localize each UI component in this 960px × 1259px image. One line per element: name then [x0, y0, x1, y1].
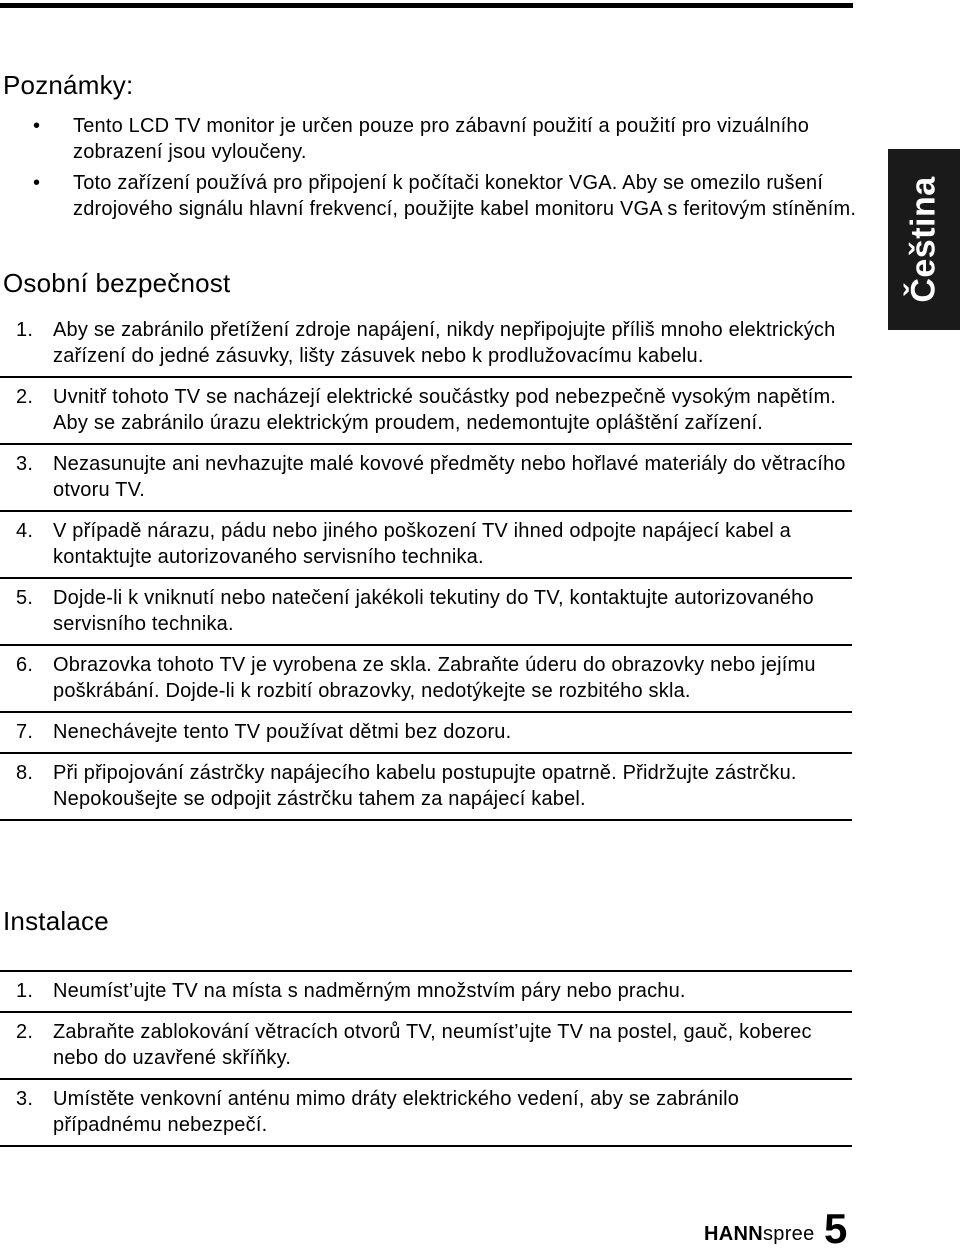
notes-list [0, 114, 860, 228]
item-number: 1. [16, 319, 34, 341]
list-item [0, 754, 852, 821]
item-text: Obrazovka tohoto TV je vyrobena ze skla. Zabraňte úderu do obrazovky nebo jejímu poškrábání. Dojde-li k rozbití obrazovky, nedotýkejte se rozbitého skla. [53, 654, 816, 702]
language-tab [888, 149, 960, 330]
item-text: Zabraňte zablokování větracích otvorů TV, neumíst’ujte TV na postel, gauč, koberec nebo do uzavřené skříňky. [53, 1021, 812, 1069]
item-number: 2. [16, 386, 34, 408]
note-text: Tento LCD TV monitor je určen pouze pro zábavní použití a použití pro vizuálního zobrazení jsou vyloučeny. [73, 115, 810, 163]
page-number: 5 [824, 1205, 848, 1252]
item-text: Nenechávejte tento TV používat dětmi bez dozoru. [53, 721, 512, 743]
item-text: Při připojování zástrčky napájecího kabelu postupujte opatrně. Přidržujte zástrčku. Nepokoušejte se odpojit zástrčku tahem za napájecí kabel. [53, 762, 797, 810]
item-text: Dojde-li k vniknutí nebo natečení jakékoli tekutiny do TV, kontaktujte autorizovaného servisního technika. [53, 587, 814, 635]
top-rule [0, 3, 853, 8]
item-number: 1. [16, 980, 34, 1002]
item-text: Neumíst’ujte TV na místa s nadměrným množstvím páry nebo prachu. [53, 980, 686, 1002]
item-number: 4. [16, 520, 34, 542]
item-number: 5. [16, 587, 34, 609]
list-item [0, 171, 860, 222]
item-number: 6. [16, 654, 34, 676]
item-text: Nezasunujte ani nevhazujte malé kovové předměty nebo hořlavé materiály do větracího otvoru TV. [53, 453, 846, 501]
item-number: 7. [16, 721, 34, 743]
brand-logo-bold: HANN [704, 1223, 763, 1245]
list-item [0, 1080, 852, 1147]
note-text: Toto zařízení používá pro připojení k počítači konektor VGA. Aby se omezilo rušení zdrojového signálu hlavní frekvencí, použijte kabel monitoru VGA s feritovým stíněním. [73, 172, 857, 220]
list-item [0, 646, 852, 713]
safety-list [0, 311, 852, 821]
list-item [0, 378, 852, 445]
safety-heading: Osobní bezpečnost [3, 268, 231, 298]
list-item [0, 311, 852, 378]
item-text: V případě nárazu, pádu nebo jiného poškození TV ihned odpojte napájecí kabel a kontaktujte autorizovaného servisního technika. [53, 520, 791, 568]
list-item [0, 445, 852, 512]
bullet-icon: • [33, 115, 41, 137]
list-item [0, 1013, 852, 1080]
list-item [0, 713, 852, 754]
bullet-icon: • [33, 172, 41, 194]
install-heading: Instalace [3, 906, 109, 936]
language-tab-label: Čeština [904, 176, 943, 303]
item-text: Umístěte venkovní anténu mimo dráty elektrického vedení, aby se zabránilo případnému nebezpečí. [53, 1088, 740, 1136]
item-number: 3. [16, 453, 34, 475]
item-text: Uvnitř tohoto TV se nacházejí elektrické součástky pod nebezpečně vysokým napětím. Aby se zabránilo úrazu elektrickým proudem, nedemontujte opláštění zařízení. [53, 386, 837, 434]
notes-heading: Poznámky: [3, 70, 134, 100]
item-number: 3. [16, 1088, 34, 1110]
item-number: 2. [16, 1021, 34, 1043]
list-item [0, 579, 852, 646]
brand-logo [704, 1222, 815, 1246]
item-text: Aby se zabránilo přetížení zdroje napájení, nikdy nepřipojujte příliš mnoho elektrických zařízení do jedné zásuvky, lišty zásuvek nebo k prodlužovacímu kabelu. [53, 319, 836, 367]
install-list [0, 970, 852, 1147]
list-item [0, 114, 860, 165]
brand-logo-regular: spree [762, 1223, 815, 1245]
list-item [0, 972, 852, 1013]
item-number: 8. [16, 762, 34, 784]
list-item [0, 512, 852, 579]
